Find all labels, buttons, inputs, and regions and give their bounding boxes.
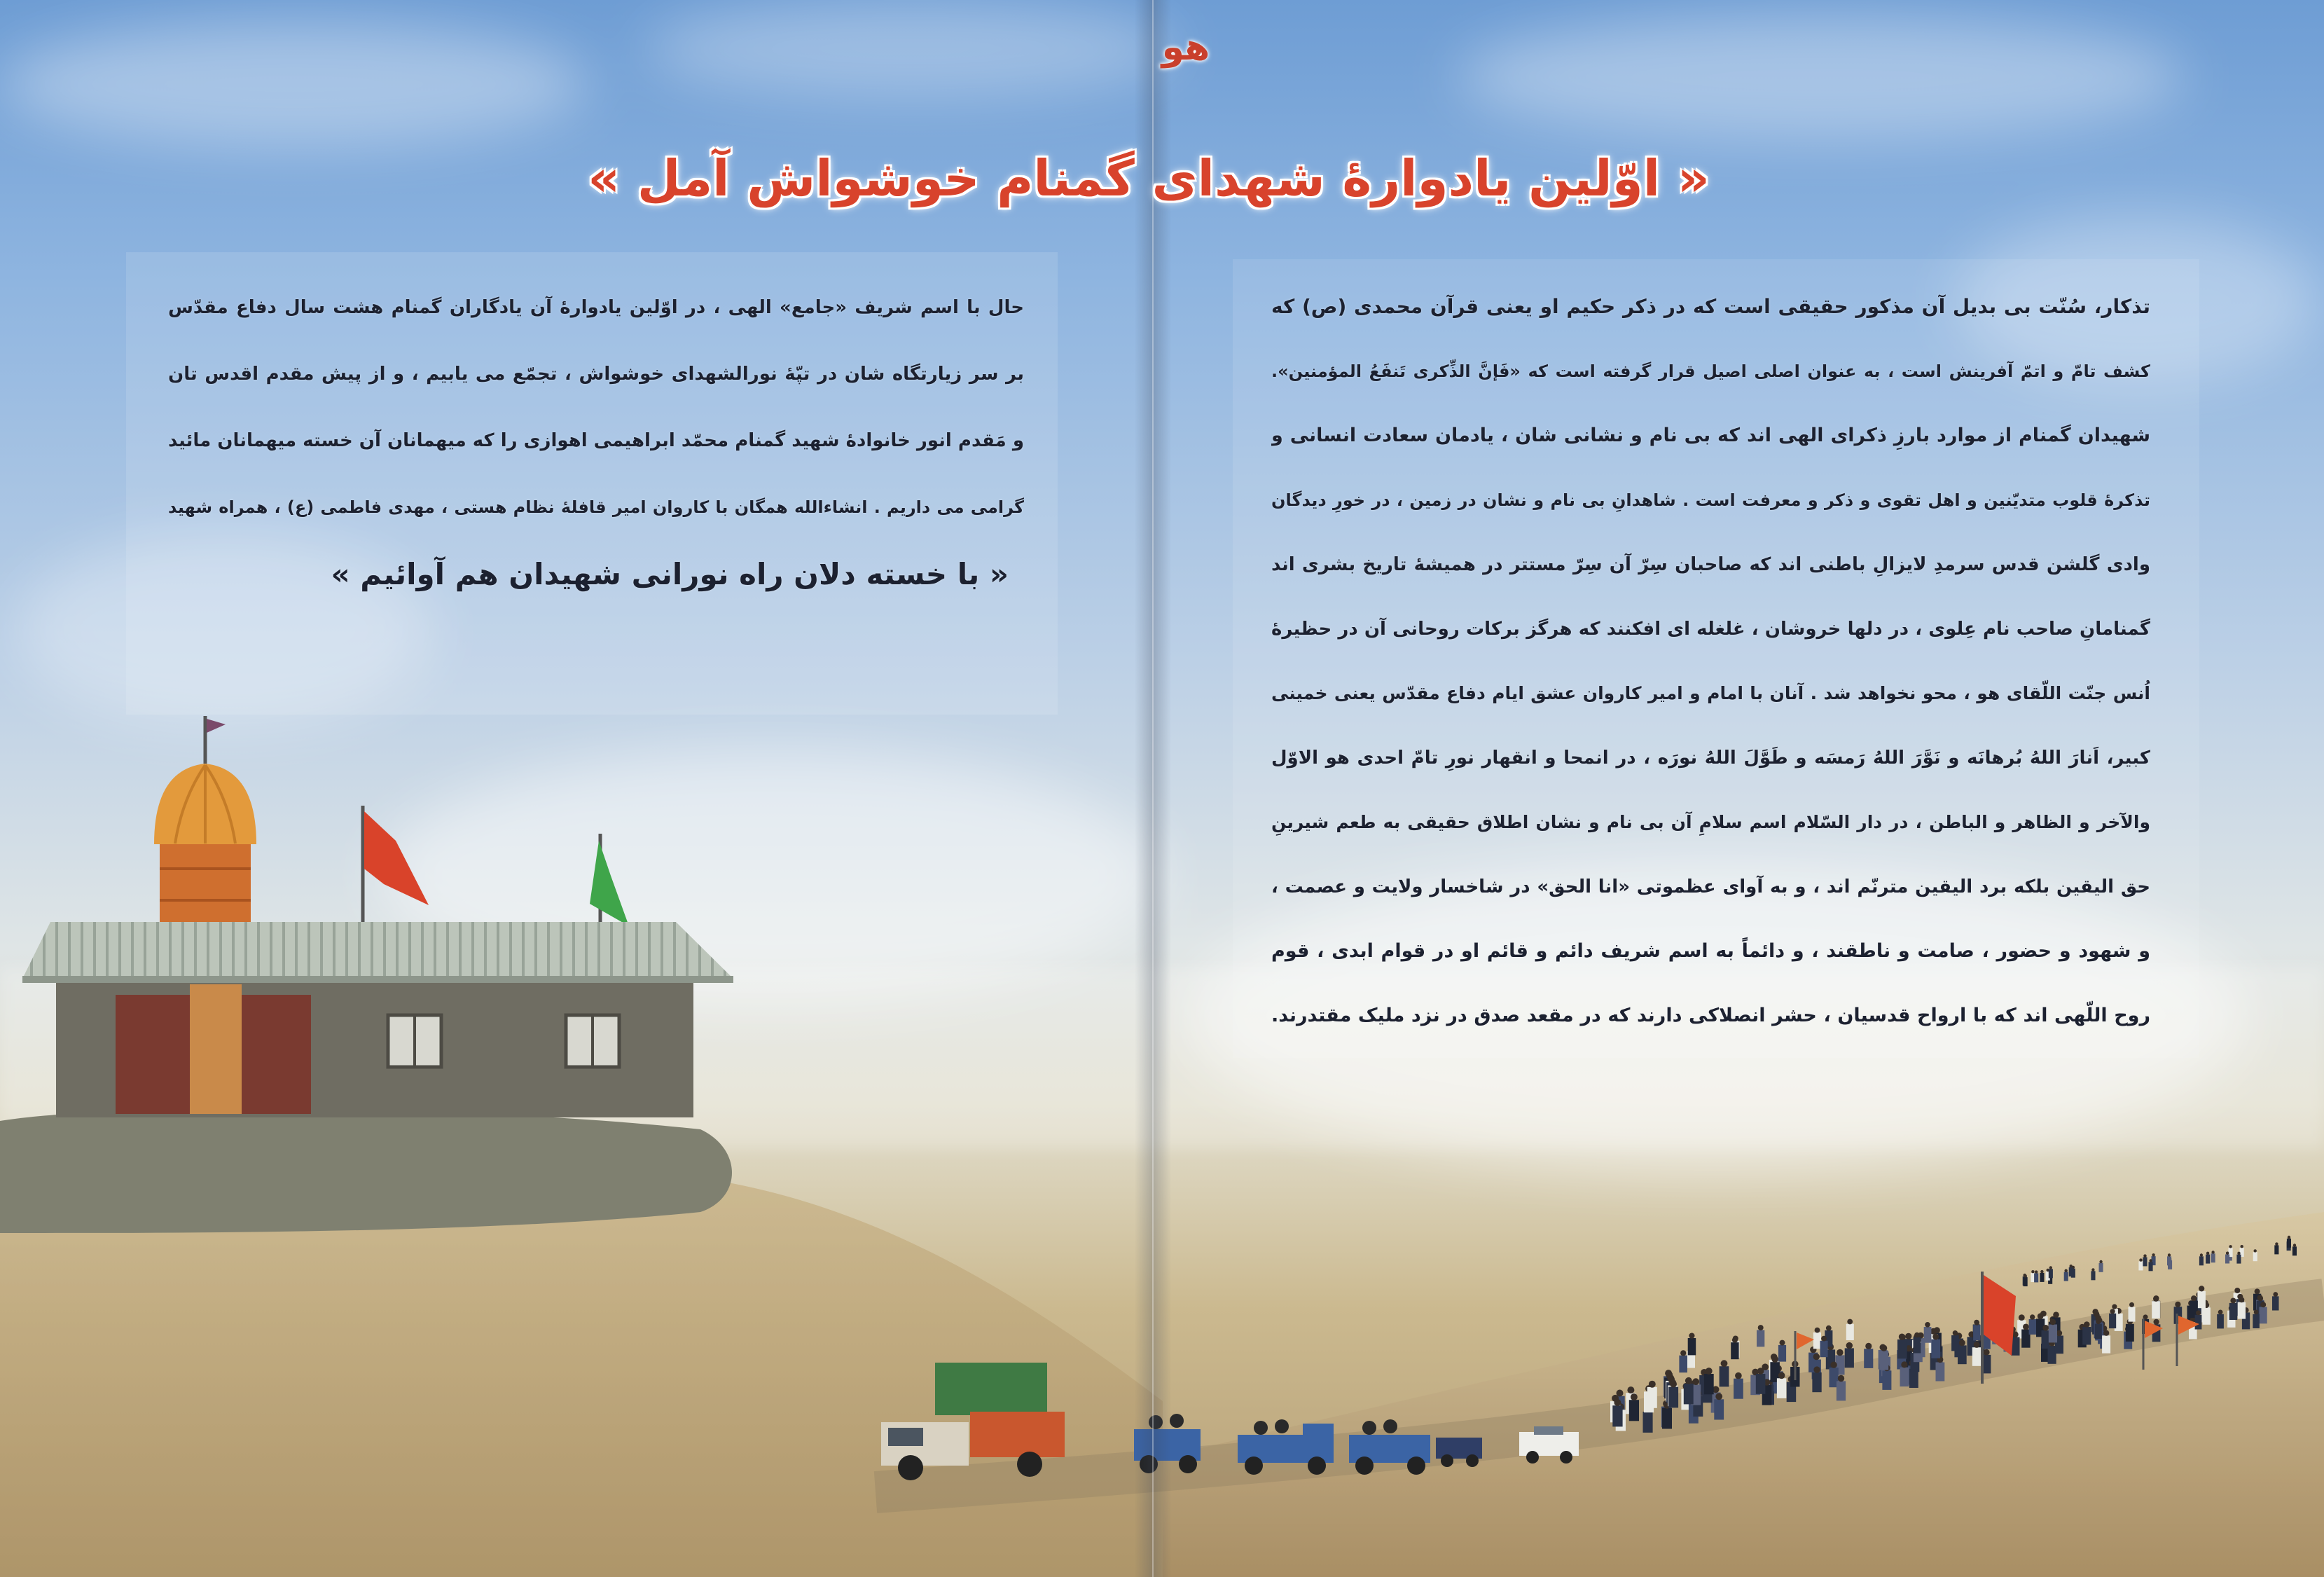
person-head — [1925, 1322, 1930, 1328]
person-head — [2053, 1311, 2059, 1318]
person-body — [2082, 1327, 2091, 1345]
person-head — [2099, 1260, 2102, 1263]
truck-windshield — [888, 1428, 923, 1446]
person-head — [1821, 1336, 1827, 1342]
pickup-wheel — [1308, 1457, 1326, 1475]
person-body — [1931, 1340, 1940, 1358]
person-head — [2211, 1251, 2214, 1253]
person-head — [2196, 1310, 2201, 1315]
person-head — [2050, 1319, 2056, 1325]
car-wheel — [1441, 1454, 1453, 1467]
person-head — [1984, 1349, 1990, 1356]
pickup-wheel — [1355, 1457, 1374, 1475]
person-body — [1882, 1370, 1891, 1390]
person-body — [1778, 1345, 1786, 1362]
person-head — [1721, 1360, 1728, 1367]
person-body — [1820, 1341, 1828, 1357]
body-text-line: و شهود و حضور ، صامت و ناطقند ، و دائماً به اسم شریف دائم و قائم او در قوام ابدی ، قوم — [1271, 940, 2150, 962]
person-head — [1758, 1325, 1764, 1330]
person-head — [2024, 1274, 2027, 1277]
person-body — [1846, 1324, 1854, 1340]
body-text-line: بر سر زیارتگاه شان در تپّهٔ نورالشهدای خوشواش ، تجمّع می یابیم ، و از پیش مقدم اقدس تان — [168, 364, 1024, 385]
person-body — [1864, 1349, 1873, 1368]
person-body — [1734, 1379, 1743, 1399]
person-head — [1706, 1368, 1713, 1375]
person-body — [2274, 1245, 2278, 1254]
page-title: « اوّلین یادوارهٔ شهدای گمنام خوشواش آمل » — [588, 149, 1710, 207]
person-body — [2069, 1267, 2073, 1276]
person-head — [2149, 1259, 2152, 1262]
body-text-line: تذکار، سُنّت بی بدیل آن مذکور حقیقی است که در ذکر حکیم او یعنی قرآن محمدی (ص) که — [1271, 295, 2150, 318]
person-body — [2029, 1319, 2036, 1335]
person-head — [2273, 1292, 2278, 1297]
body-text-line: وادی گلشن قدس سرمدِ لایزالِ باطنی اند که صاحبان سِرّ آن سِرّ مستتر در همیشهٔ تاریخ بشری اند — [1271, 554, 2150, 575]
person-head — [2110, 1309, 2115, 1314]
person-head — [2112, 1304, 2117, 1309]
person-head — [1627, 1386, 1634, 1393]
person-body — [2064, 1272, 2068, 1281]
passenger — [1170, 1414, 1184, 1428]
person-body — [1837, 1381, 1846, 1400]
person-head — [1813, 1366, 1820, 1372]
person-head — [2230, 1298, 2236, 1304]
person-figure — [1720, 1360, 1729, 1386]
person-body — [2292, 1246, 2297, 1255]
person-head — [1649, 1381, 1656, 1388]
person-body — [1612, 1405, 1622, 1426]
truck-load — [935, 1363, 1047, 1415]
person-head — [2191, 1295, 2197, 1301]
person-body — [1704, 1374, 1714, 1394]
person-head — [1732, 1337, 1738, 1343]
person-body — [2197, 1291, 2206, 1308]
person-figure — [1837, 1375, 1846, 1401]
person-body — [2152, 1301, 2160, 1318]
body-text-line: والآخر و الظاهر و الباطن ، در دار السّلام اسم سلامِ آن بی نام و نشان اطلاق حقیقی به طعم شیرینِ — [1271, 812, 2150, 832]
person-head — [2023, 1324, 2029, 1330]
person-head — [2275, 1242, 2278, 1245]
person-head — [2254, 1310, 2259, 1315]
person-body — [2206, 1255, 2210, 1264]
truck-wheel — [898, 1455, 923, 1480]
person-body — [1777, 1378, 1787, 1398]
person-body — [2099, 1263, 2103, 1272]
person-head — [2218, 1310, 2223, 1315]
person-head — [2019, 1314, 2025, 1321]
person-head — [2175, 1302, 2180, 1307]
person-body — [1668, 1387, 1678, 1408]
person-head — [1899, 1334, 1905, 1340]
person-head — [2226, 1252, 2229, 1255]
person-head — [2070, 1265, 2073, 1267]
person-head — [1847, 1319, 1853, 1325]
person-head — [2038, 1313, 2044, 1319]
person-head — [1974, 1320, 1979, 1325]
passenger — [1254, 1421, 1268, 1435]
person-body — [2167, 1256, 2171, 1265]
person-body — [2199, 1256, 2204, 1265]
person-body — [1936, 1363, 1945, 1382]
person-head — [2241, 1245, 2243, 1248]
person-body — [1812, 1372, 1821, 1392]
person-head — [2260, 1302, 2266, 1307]
person-head — [1780, 1340, 1785, 1346]
person-body — [2253, 1314, 2260, 1328]
person-head — [1901, 1361, 1907, 1368]
person-head — [1953, 1330, 1958, 1335]
body-text-line: روح اللّهی اند که با ارواح قدسیان ، حشر انصلاکی دارند که در مقعد صدق در نزد ملیک مقتدرند. — [1271, 1005, 2150, 1026]
person-head — [2096, 1319, 2101, 1324]
person-figure — [1714, 1393, 1724, 1419]
person-body — [2109, 1314, 2116, 1328]
person-head — [2154, 1319, 2159, 1325]
pickup-wheel — [1407, 1457, 1425, 1475]
person-head — [1680, 1350, 1686, 1356]
person-head — [2042, 1325, 2049, 1331]
passenger — [1383, 1419, 1397, 1433]
person-head — [2040, 1270, 2043, 1273]
person-body — [2024, 1277, 2028, 1286]
person-head — [1932, 1334, 1939, 1340]
person-head — [1778, 1372, 1785, 1379]
person-head — [1914, 1332, 1920, 1338]
person-body — [2238, 1302, 2246, 1319]
person-head — [1614, 1399, 1621, 1406]
person-head — [1735, 1372, 1742, 1379]
person-head — [2255, 1288, 2260, 1294]
person-body — [1845, 1348, 1854, 1368]
person-head — [1881, 1345, 1887, 1351]
person-body — [1662, 1408, 1672, 1429]
person-body — [2272, 1296, 2279, 1310]
door — [116, 995, 190, 1114]
person-body — [2143, 1257, 2147, 1266]
person-head — [2234, 1288, 2240, 1293]
person-head — [2237, 1252, 2240, 1255]
person-body — [2202, 1307, 2211, 1324]
roof-edge — [22, 976, 733, 983]
body-text-line: حق الیقین بلکه برد الیقین مترنّم اند ، و به آوای عظموتی «انا الحق» در شاخسار ولایت و عصمت ، — [1271, 876, 2150, 897]
person-head — [2153, 1296, 2159, 1302]
person-head — [2152, 1253, 2154, 1256]
person-body — [2260, 1307, 2267, 1324]
person-body — [2229, 1303, 2237, 1320]
person-body — [1951, 1335, 1959, 1351]
invocation-text: هو — [1161, 27, 1210, 69]
person-head — [1959, 1340, 1965, 1346]
closing-quote-line: « با خسته دلان راه نورانی شهیدان هم آوائیم » — [331, 557, 1009, 591]
person-body — [2195, 1315, 2202, 1330]
dome-drum — [160, 839, 251, 932]
person-head — [2129, 1302, 2134, 1307]
person-head — [2143, 1254, 2146, 1257]
person-head — [2257, 1295, 2263, 1301]
body-text-line: گرامی می داریم . انشاءالله همگان با کاروان امیر قافلهٔ نظام هستی ، مهدی فاطمی (ع) ، همراه شهید — [168, 497, 1024, 517]
person-body — [2034, 1273, 2038, 1282]
door — [242, 995, 311, 1114]
person-body — [1731, 1342, 1738, 1359]
person-body — [1972, 1347, 1981, 1366]
truck-cargo-bed — [970, 1412, 1065, 1457]
person-head — [1685, 1377, 1692, 1384]
pickup-wheel — [1245, 1457, 1263, 1475]
person-body — [2040, 1273, 2044, 1282]
person-head — [1689, 1333, 1694, 1339]
person-head — [1813, 1354, 1820, 1360]
car-wheel — [1466, 1454, 1479, 1467]
person-head — [2229, 1245, 2232, 1248]
person-body — [1897, 1340, 1907, 1358]
person-body — [1813, 1332, 1821, 1349]
body-text-line: کشف تامّ و اتمّ آفرینش است ، به عنوان اصلی اصیل قرار گرفته است که «فَإنَّ الذِّکری تَنفَعُ المؤمنین». — [1271, 361, 2150, 381]
brick-pillar — [190, 984, 242, 1114]
person-head — [1715, 1393, 1722, 1400]
person-head — [1905, 1333, 1911, 1340]
person-body — [2236, 1255, 2241, 1264]
person-body — [2211, 1253, 2215, 1262]
person-head — [2206, 1252, 2209, 1255]
person-head — [1846, 1342, 1853, 1349]
person-head — [2168, 1253, 2171, 1256]
person-head — [2065, 1269, 2068, 1272]
person-head — [1974, 1342, 1980, 1348]
pickup-wheel — [1179, 1455, 1197, 1473]
person-head — [1631, 1393, 1638, 1400]
person-body — [1879, 1351, 1888, 1370]
body-text-line: شهیدان گمنام از موارد بارزِ ذکرای الهی اند که بی نام و نشانی شان ، یادمان سعادت انسانی و — [1271, 425, 2150, 446]
cloud — [644, 0, 1177, 98]
body-text-line: حال با اسم شریف «جامع» الهی ، در اوّلین یادوارهٔ آن یادگاران گمنام هشت سال دفاع مقدّس — [168, 297, 1024, 318]
person-figure — [1845, 1342, 1854, 1368]
person-body — [1756, 1374, 1766, 1394]
person-head — [1815, 1328, 1820, 1333]
person-body — [2126, 1324, 2134, 1342]
person-head — [1838, 1375, 1844, 1382]
person-head — [2084, 1321, 2090, 1328]
person-head — [2199, 1286, 2204, 1291]
passenger — [1362, 1421, 1376, 1435]
person-head — [1670, 1381, 1677, 1388]
passenger — [1275, 1419, 1289, 1433]
person-head — [2049, 1266, 2052, 1269]
person-head — [2200, 1253, 2203, 1256]
person-body — [1688, 1338, 1696, 1355]
left-page-text — [168, 275, 1024, 607]
right-page-text — [1271, 275, 2150, 1048]
person-head — [1830, 1362, 1837, 1368]
person-head — [2288, 1236, 2290, 1239]
person-figure — [1778, 1340, 1786, 1362]
cloud — [0, 21, 588, 147]
person-head — [2239, 1297, 2244, 1302]
roof — [22, 922, 733, 979]
person-body — [1720, 1366, 1729, 1386]
person-head — [1865, 1343, 1872, 1349]
person-body — [2149, 1262, 2153, 1271]
person-body — [2217, 1314, 2224, 1329]
person-body — [2091, 1271, 2095, 1280]
person-head — [1826, 1325, 1832, 1331]
body-text-line: اُنس جنّت اللّقای هو ، محو نخواهد شد . آنان با امام و امیر کاروان عشق ایام دفاع مقدّس یعنی خمینی — [1271, 683, 2150, 703]
body-text-line: گمنامانِ صاحب نام عِلوی ، در دلها خروشان ، غلغله ای افکنند که هرگز برکات روحانی آن در حظیرهٔ — [1271, 619, 2150, 640]
person-body — [1900, 1368, 1909, 1386]
person-body — [1643, 1412, 1653, 1433]
person-head — [2103, 1330, 2109, 1336]
person-body — [1647, 1387, 1657, 1408]
person-head — [2035, 1270, 2038, 1273]
person-head — [1692, 1378, 1699, 1385]
person-body — [2253, 1252, 2257, 1261]
hill-mound — [0, 1109, 732, 1233]
person-head — [2091, 1268, 2094, 1271]
person-figure — [2195, 1310, 2202, 1329]
truck-wheel — [1017, 1452, 1042, 1477]
car-wheel — [1560, 1451, 1572, 1464]
person-body — [1973, 1325, 1981, 1340]
person-body — [1684, 1384, 1694, 1405]
person-head — [2254, 1249, 2257, 1252]
body-text-line: تذکرهٔ قلوب متدیّنین و اهل تقوی و ذکر و معرفت است . شاهدانِ بی نام و نشان در زمین ، در خورِ دیدگان — [1271, 490, 2150, 510]
person-body — [1914, 1337, 1921, 1354]
person-body — [1924, 1327, 1932, 1343]
person-head — [1757, 1368, 1764, 1375]
person-body — [2049, 1325, 2057, 1343]
person-head — [1771, 1356, 1778, 1363]
person-head — [2293, 1244, 2296, 1246]
person-head — [1837, 1349, 1843, 1356]
person-body — [2095, 1324, 2102, 1340]
person-body — [1757, 1330, 1764, 1347]
person-body — [1958, 1345, 1967, 1364]
person-body — [1679, 1356, 1687, 1373]
body-text-line: و مَقدم انور خانوادهٔ شهید گمنام محمّد ابراهیمی اهوازی را که میهمانان آن خسته میهمانان مائید — [168, 430, 1024, 451]
person-body — [2287, 1239, 2291, 1248]
person-head — [2030, 1314, 2035, 1319]
person-body — [2225, 1255, 2229, 1264]
person-body — [2129, 1307, 2136, 1321]
person-body — [2049, 1269, 2053, 1278]
body-text-line: کبیر، اَنارَ اللهُ بُرهانَه و نَوَّرَ اللهُ رَمسَه و طَوَّلَ اللهُ نورَه ، در انمحا و انقهار نورِ تامّ احدی هو الاوّل — [1271, 748, 2150, 769]
person-body — [1714, 1399, 1724, 1419]
pickup-cab — [1303, 1424, 1334, 1438]
person-body — [2102, 1335, 2110, 1353]
person-head — [2031, 1270, 2034, 1273]
person-body — [2138, 1261, 2143, 1270]
car-window — [1534, 1426, 1563, 1435]
person-body — [1629, 1400, 1639, 1421]
person-head — [2139, 1258, 2142, 1261]
car-wheel — [1526, 1451, 1539, 1464]
